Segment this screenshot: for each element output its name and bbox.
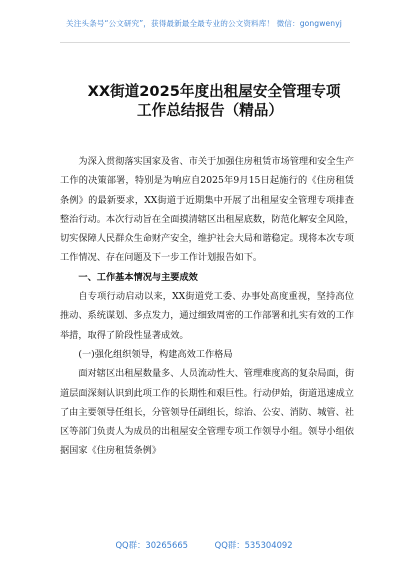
organization-paragraph: 面对辖区出租屋数量多、人员流动性大、管理难度高的复杂局面，街道层面深刻认识到此项工作的长期性和艰巨性。行动伊始，街道迅速成立了由主要领导任组长，分管领导任副组长，综治、公安、消防、城管、社区等部门负责人为成员的出租屋安全管理专项工作领导小组。领导小组依据国家《住房租赁条例》 (60, 368, 355, 457)
intro-paragraph: 为深入贯彻落实国家及省、市关于加强住房租赁市场管理和安全生产工作的决策部署，特别是为响应自2025年9月15日起施行的《住房租赁条例》的最新要求，XX街道于近期集中开展了出租屋安全管理专项排查整治行动。本次行动旨在全面摸清辖区出租屋底数，防范化解安全风险，切实保障人民群众生命财产安全，维护社会大局和谐稳定。现将本次专项工作情况、存在问题及下一步工作计划报告如下。 (60, 156, 355, 264)
qq-group-1: QQ群：30265665 (115, 540, 188, 550)
header-note: 关注头条号“公文研究”，获得最新最全最专业的公文资料库！ 微信：gongwenyj (66, 19, 342, 28)
document-title (60, 82, 360, 120)
overview-paragraph: 自专项行动启动以来，XX街道党工委、办事处高度重视，坚持高位推动、系统谋划、多点发力，通过细致周密的工作部署和扎实有效的工作举措，取得了阶段性显著成效。 (60, 291, 354, 341)
footer-contacts (0, 539, 408, 551)
header-divider (60, 42, 350, 43)
qq-group-2: QQ群：535304092 (214, 540, 293, 550)
section-heading: 一、工作基本情况与主要成效 (78, 271, 198, 283)
title-line-2: 工作总结报告（精品） (137, 102, 283, 119)
title-line-1: XX街道2025年度出租屋安全管理专项 (87, 83, 341, 100)
document-body (60, 152, 354, 461)
subsection-heading: (一)强化组织领导，构建高效工作格局 (78, 348, 233, 360)
